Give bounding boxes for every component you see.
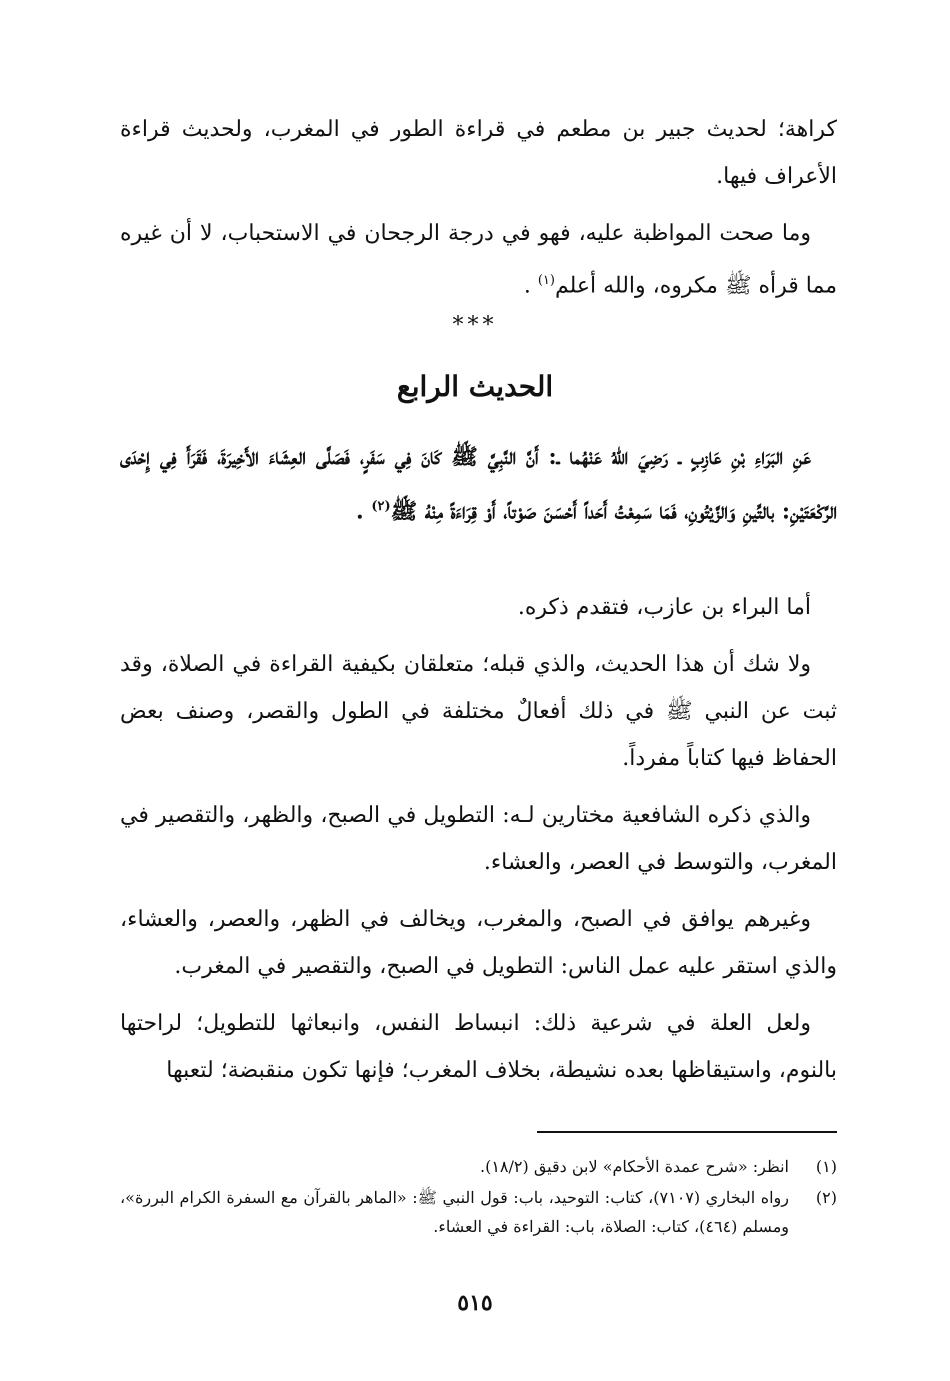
paragraph: وغيرهم يوافق في الصبح، والمغرب، ويخالف في الظهر، والعصر، والعشاء، والذي استقر عليه عمل الناس: التطويل في الصبح، والتقصير في المغرب. — [120, 907, 837, 979]
footnote — [120, 1152, 837, 1181]
paragraph: أما البراء بن عازب، فتقدم ذكره. — [517, 595, 811, 620]
hadith-body: عَنِ البَرَاءِ بْنِ عَازِبٍ ـ رَضِيَ اللهُ عَنْهُما ـ: أَنَّ النَّبِيَّ ﷺ كَانَ فِي سَفَرٍ، فَصَلَّى العِشَاءَ الأَخِيرَةَ، فَقَرَأَ فِي إِحْدَى الرَّكْعَتَيْنِ: بالتِّينِ وَالزَّيْتُونِ، فَمَا سَمِعْتُ أَحَداً أَحْسَنَ صَوْتاً، أَوْ قِرَاءَةً مِنْهُ ﷺ — [120, 444, 837, 525]
commentary-text-block — [120, 584, 837, 1104]
footnote-ref[interactable]: (٢) — [371, 499, 391, 514]
paragraph: ولعل العلة في شرعية ذلك: انبساط النفس، وانبعاثها للتطويل؛ لراحتها بالنوم، واستيقاظها بعده نشيطة، بخلاف المغرب؛ فإنها تكون منقبضة؛ لتعبها — [120, 1011, 837, 1083]
top-text-block — [120, 106, 837, 319]
page-number: ٥١٥ — [457, 1290, 493, 1316]
footnote-text: انظر: «شرح عمدة الأحكام» لابن دقيق (١٨/٢). — [480, 1157, 789, 1176]
paragraph: والذي ذكره الشافعية مختارين لـه: التطويل في الصبح، والظهر، والتقصير في المغرب، والتوسط في العصر، والعشاء. — [120, 803, 837, 875]
paragraph: وما صحت المواظبة عليه، فهو في درجة الرجحان في الاستحباب، لا أن غيره مما قرأه ﷺ مكروه، والله أعلم$^{(١)}$ . — [120, 221, 837, 299]
footnote-divider — [537, 1131, 837, 1133]
footnote-number: (١) — [815, 1157, 837, 1176]
footnote-number: (٢) — [815, 1188, 837, 1207]
footnotes — [120, 1152, 837, 1243]
paragraph-text: وما صحت المواظبة عليه، فهو في درجة الرجحان في الاستحباب، لا أن غيره مما قرأه ﷺ مكروه، والله أعلم — [120, 221, 837, 299]
footnote-ref[interactable]: (١) — [537, 273, 555, 288]
footnote-text: رواه البخاري (٧١٠٧)، كتاب: التوحيد، باب: قول النبي ﷺ: «الماهر بالقرآن مع السفرة الكرام البررة»، ومسلم (٤٦٤)، كتاب: الصلاة، باب: القراءة في العشاء. — [120, 1188, 790, 1236]
section-heading: الحديث الرابع — [396, 370, 554, 403]
paragraph: ولا شك أن هذا الحديث، والذي قبله؛ متعلقان بكيفية القراءة في الصلاة، وقد ثبت عن النبي ﷺ في ذلك أفعالٌ مختلفة في الطول والقصر، وصنف بعض الحفاظ فيها كتاباً مفرداً. — [120, 652, 837, 771]
footnote — [120, 1183, 837, 1241]
paragraph: كراهة؛ لحديث جبير بن مطعم في قراءة الطور في المغرب، ولحديث قراءة الأعراف فيها. — [120, 117, 837, 189]
hadith-text: عَنِ البَرَاءِ بْنِ عَازِبٍ ـ رَضِيَ اللهُ عَنْهُما ـ: أَنَّ النَّبِيَّ ﷺ كَانَ فِي سَفَرٍ، فَصَلَّى العِشَاءَ الأَخِيرَةَ، فَقَرَأَ فِي إِحْدَى الرَّكْعَتَيْنِ: بالتِّينِ وَالزَّيْتُونِ، فَمَا سَمِعْتُ أَحَداً أَحْسَنَ صَوْتاً، أَوْ قِرَاءَةً مِنْهُ ﷺ$^{(٢)}$ . — [120, 444, 837, 525]
section-separator: *** — [452, 313, 498, 338]
